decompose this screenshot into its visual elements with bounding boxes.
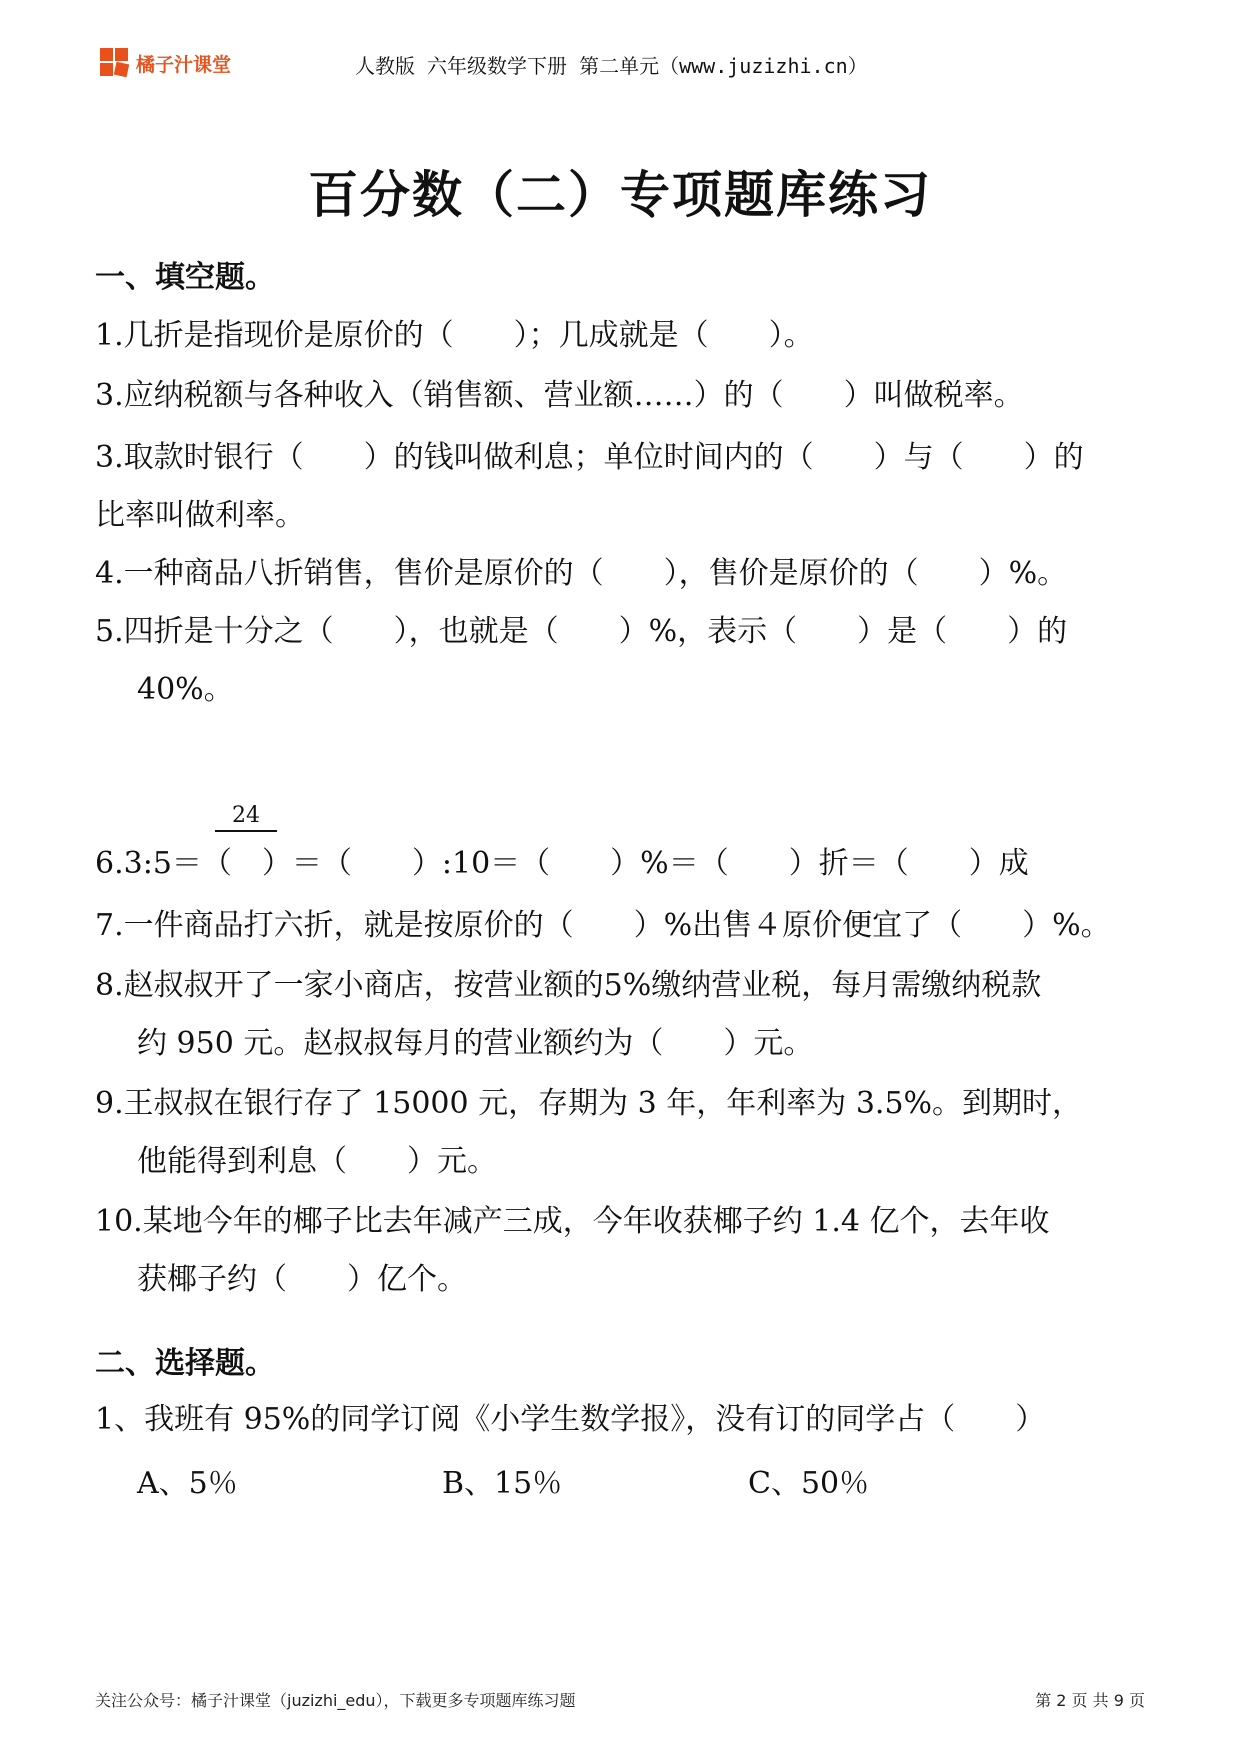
- fraction-numerator: 24: [232, 803, 260, 828]
- header-title: 人教版 六年级数学下册 第二单元（www.juzizhi.cn）: [355, 54, 868, 78]
- question-1: 1.几折是指现价是原价的（ ）；几成就是（ ）。: [95, 318, 814, 353]
- fraction-numerator-block: [215, 803, 277, 832]
- document-title: 百分数（二）专项题库练习: [308, 166, 932, 224]
- question-5-line-2: 40%。: [137, 672, 234, 707]
- question-9-line-2: 他能得到利息（ ）元。: [137, 1144, 497, 1179]
- question-7: 7.一件商品打六折，就是按原价的（ ）%出售４原价便宜了（ ）%。: [95, 908, 1111, 943]
- question-3-line-1: 3.取款时银行（ ）的钱叫做利息；单位时间内的（ ）与（ ）的: [95, 440, 1084, 475]
- question-4: 4.一种商品八折销售，售价是原价的（ ），售价是原价的（ ）%。: [95, 556, 1068, 591]
- question-10-line-1: 10.某地今年的椰子比去年减产三成，今年收获椰子约 1.4 亿个，去年收: [95, 1204, 1050, 1239]
- logo: [100, 48, 231, 78]
- page-number: 第 2 页 共 9 页: [1035, 1691, 1145, 1710]
- choice-option-c: C、50％: [748, 1466, 870, 1501]
- question-2: 3.应纳税额与各种收入（销售额、营业额……）的（ ）叫做税率。: [95, 378, 1024, 413]
- choice-question-1: 1、我班有 95%的同学订阅《小学生数学报》，没有订的同学占（ ）: [95, 1402, 1046, 1437]
- logo-text: 橘子汁课堂: [136, 53, 232, 76]
- question-10-line-2: 获椰子约（ ）亿个。: [137, 1262, 467, 1297]
- choice-option-a: A、5％: [137, 1466, 238, 1501]
- question-9-line-1: 9.王叔叔在银行存了 15000 元，存期为 3 年，年利率为 3.5%。到期时，: [95, 1086, 1083, 1121]
- page-header: [0, 0, 1240, 110]
- question-8-line-2: 约 950 元。赵叔叔每月的营业额约为（ ）元。: [137, 1026, 814, 1061]
- question-5-line-1: 5.四折是十分之（ ），也就是（ ）%，表示（ ）是（ ）的: [95, 614, 1068, 649]
- section-title-choice: 二、选择题。: [95, 1346, 275, 1381]
- question-6: 6.3:5＝（ ）＝（ ）:10＝（ ）%＝（ ）折＝（ ）成: [95, 846, 1029, 881]
- section-title-fill: 一、填空题。: [95, 260, 275, 295]
- question-3-line-2: 比率叫做利率。: [95, 498, 305, 533]
- question-8-line-1: 8.赵叔叔开了一家小商店，按营业额的5%缴纳营业税，每月需缴纳税款: [95, 968, 1042, 1003]
- fraction-bar: [215, 830, 277, 832]
- footer-note: 关注公众号：橘子汁课堂（juzizhi_edu），下载更多专项题库练习题: [95, 1691, 576, 1710]
- logo-icon: [100, 48, 130, 78]
- choice-option-b: B、15％: [442, 1466, 563, 1501]
